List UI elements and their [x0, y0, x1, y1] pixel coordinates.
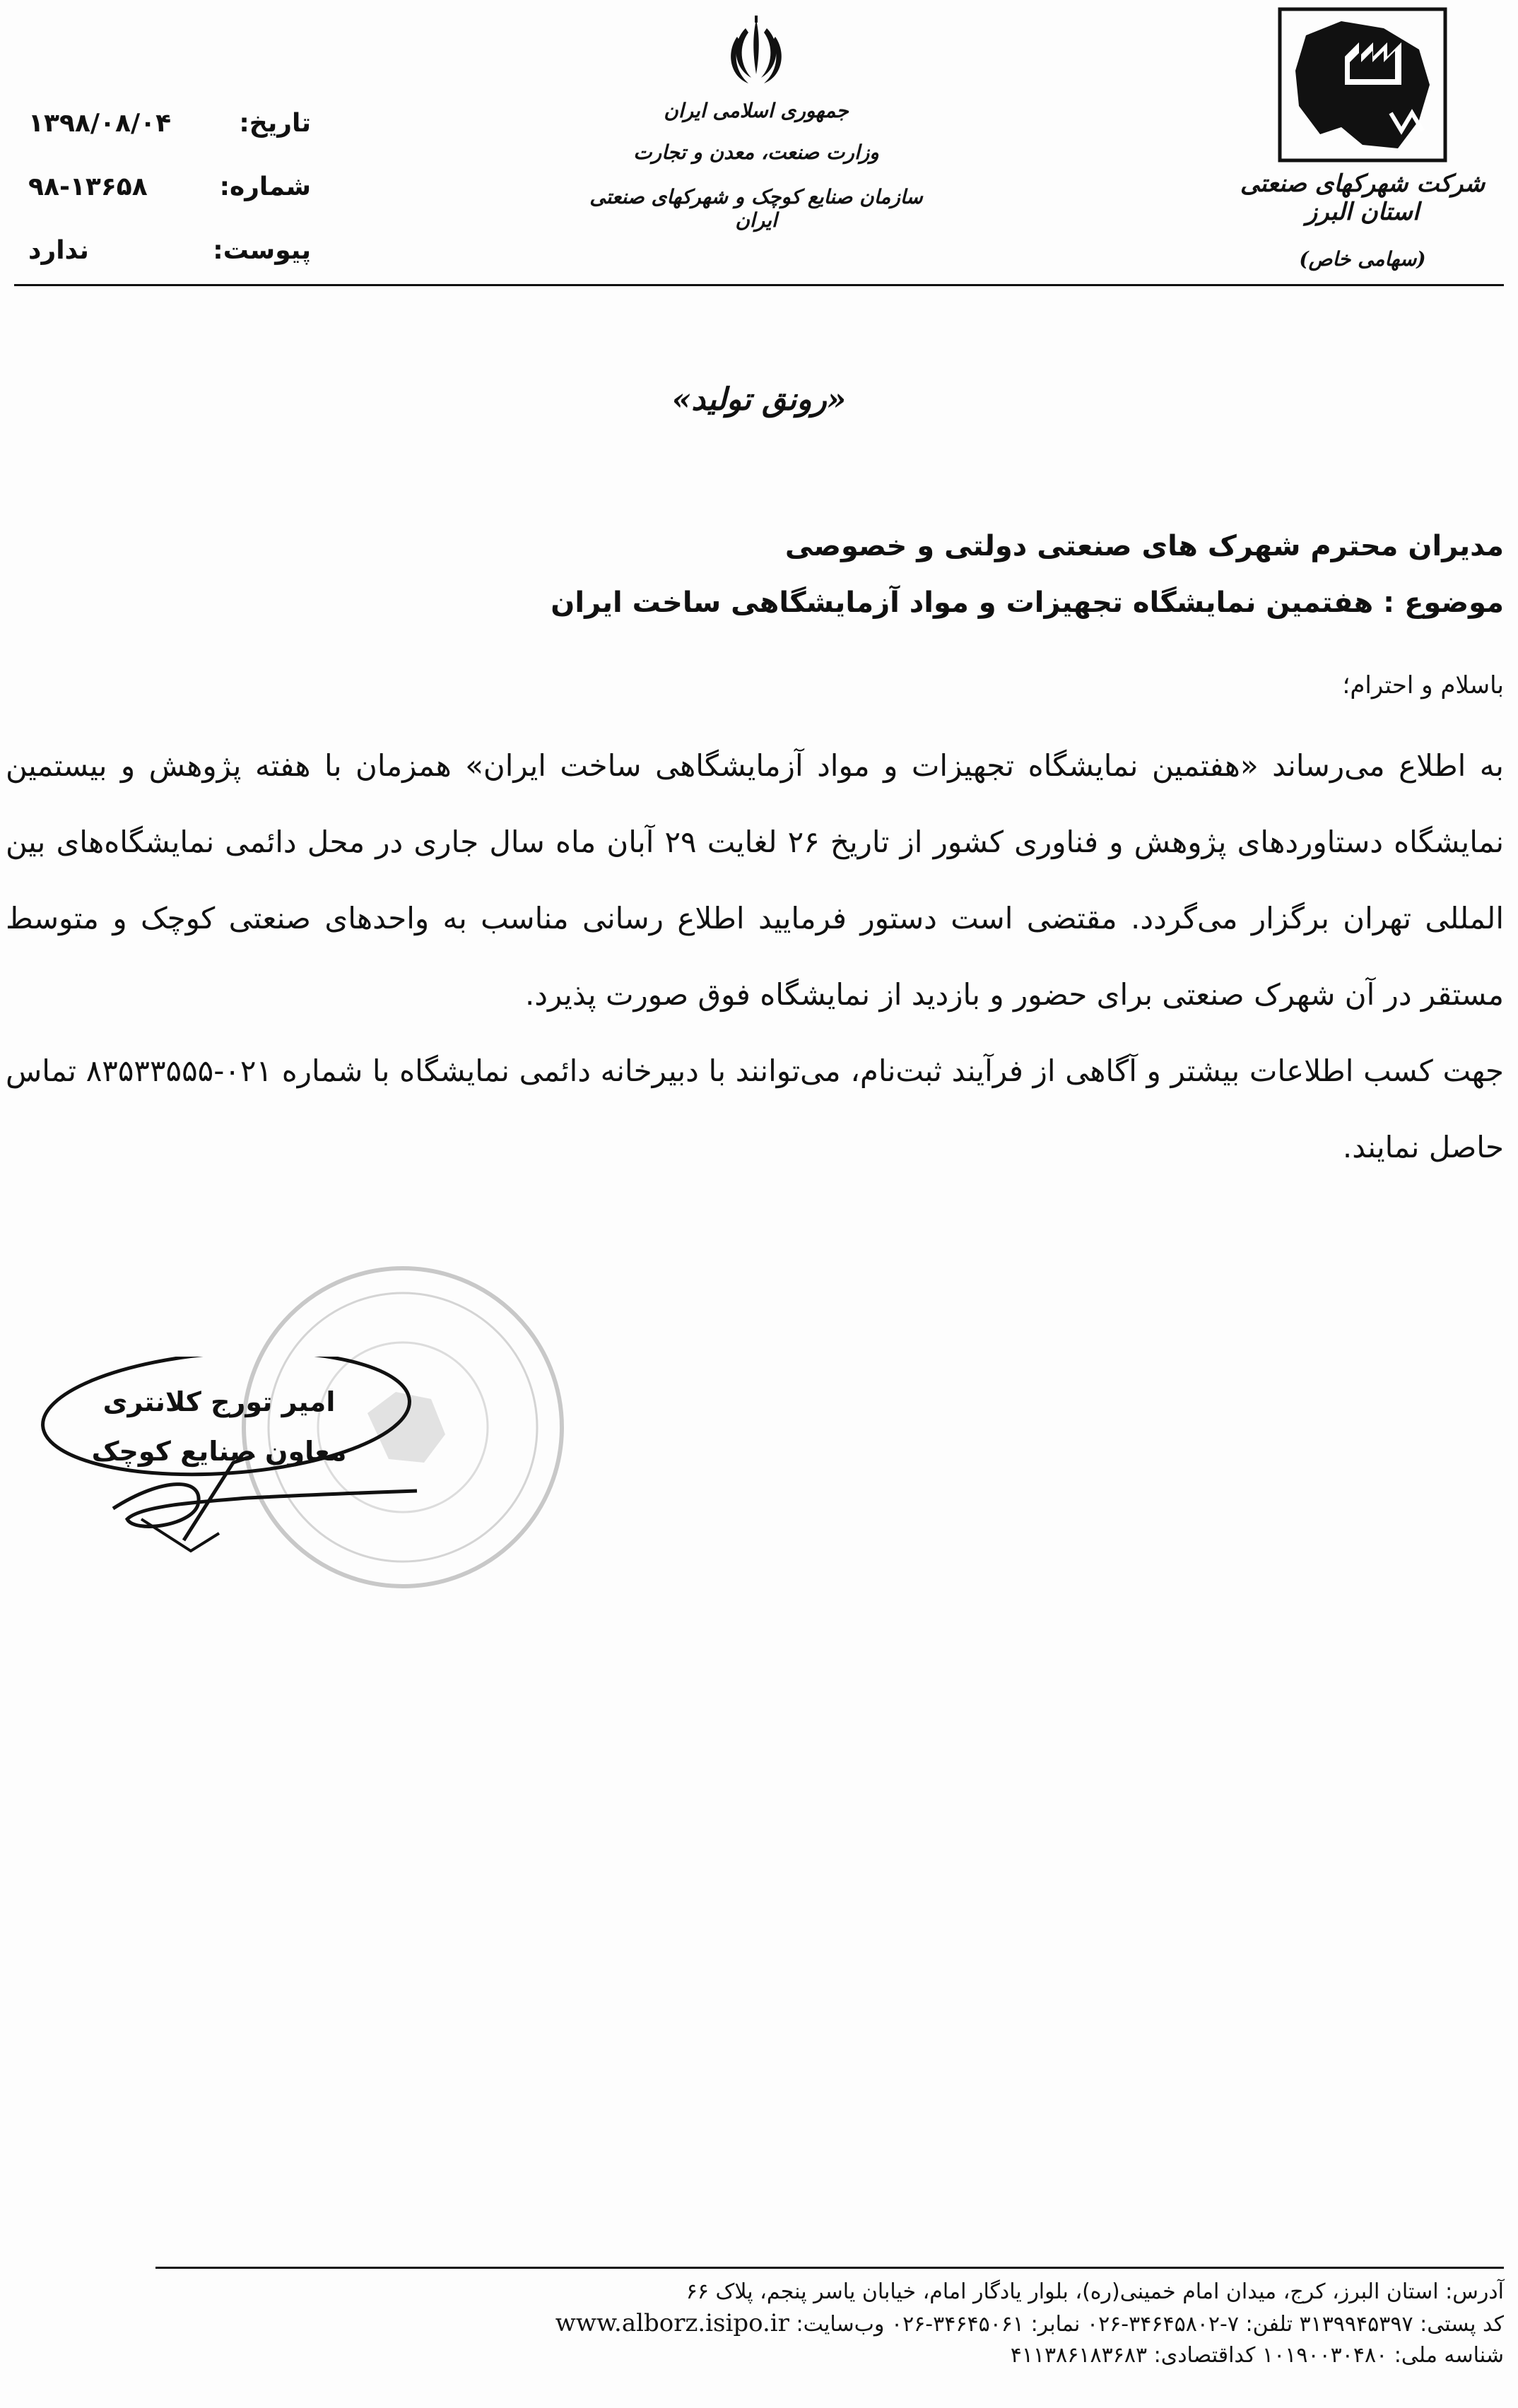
company-name: شرکت شهرکهای صنعتی استان البرز	[1240, 170, 1485, 226]
body-paragraph-1: به اطلاع می‌رساند «هفتمین نمایشگاه تجهیزات و مواد آزمایشگاهی ساخت ایران» همزمان با هفته پژوهش و بیستمین نمایشگاه دستاوردهای پژوهش و فناوری کشور از تاریخ ۲۶ لغایت ۲۹ آبان ماه سال جاری در محل دائمی نمایشگاه‌های بین المللی تهران برگزار می‌گردد. مقتضی است دستور فرمایید اطلاع رسانی مناسب به واحدهای صنعتی کوچک و متوسط مستقر در آن شهرک صنعتی برای حضور و بازدید از نمایشگاه فوق صورت پذیرد.	[6, 748, 1505, 1012]
subject: موضوع : هفتمین نمایشگاه تجهیزات و مواد آزمایشگاهی ساخت ایران	[551, 586, 1504, 619]
attachment-value: ندارد	[28, 236, 89, 265]
greeting: باسلام و احترام؛	[1342, 671, 1504, 700]
number-row	[28, 155, 311, 219]
slogan: «رونق تولید»	[671, 382, 847, 418]
footer	[161, 2277, 1504, 2371]
date-value: ۱۳۹۸/۰۸/۰۴	[28, 109, 172, 138]
attachment-row	[28, 219, 311, 283]
signatory-name: امیر تورج کلانتری	[102, 1386, 336, 1417]
date-label: تاریخ:	[239, 109, 311, 138]
attachment-label: پیوست:	[213, 236, 311, 265]
recipient: مدیران محترم شهرک های صنعتی دولتی و خصوصی	[784, 530, 1504, 562]
iran-emblem-icon	[724, 14, 788, 92]
letter-meta	[28, 92, 311, 283]
ministry-line: وزارت صنعت، معدن و تجارت	[633, 141, 879, 164]
government-header	[579, 14, 933, 232]
footer-divider	[155, 2267, 1504, 2269]
footer-ids: شناسه ملی: ۱۰۱۹۰۰۳۰۴۸۰ کداقتصادی: ۴۱۱۳۸۶۱۸۳۶۸۳	[1010, 2343, 1504, 2368]
company-header	[1221, 7, 1504, 271]
website-link[interactable]: www.alborz.isipo.ir	[555, 2309, 789, 2337]
signatory-title: معاون صنایع کوچک	[91, 1436, 347, 1467]
organization-line: سازمان صنایع کوچک و شهرکهای صنعتی ایران	[589, 185, 923, 232]
date-row	[28, 92, 311, 155]
company-type: (سهامی خاص)	[1299, 247, 1426, 271]
letter-body	[6, 728, 1504, 1186]
header-divider	[14, 284, 1504, 286]
footer-contact	[161, 2308, 1504, 2340]
number-value: ۹۸-۱۳۶۵۸	[28, 172, 148, 201]
company-logo-icon	[1278, 7, 1447, 163]
republic-line: جمهوری اسلامی ایران	[664, 99, 849, 122]
footer-postal-phone: کد پستی: ۳۱۳۹۹۴۵۳۹۷ تلفن: ۷-۳۴۶۴۵۸۰۲-۰۲۶ نمابر: ۳۴۶۴۵۰۶۱-۰۲۶ وب‌سایت:	[796, 2312, 1504, 2337]
number-label: شماره:	[219, 172, 311, 201]
footer-address: آدرس: استان البرز، کرج، میدان امام خمینی(ره)، بلوار یادگار امام، خیابان یاسر پنجم، پلاک ۶۶	[686, 2279, 1504, 2304]
body-paragraph-2: جهت کسب اطلاعات بیشتر و آگاهی از فرآیند ثبت‌نام، می‌توانند با دبیرخانه دائمی نمایشگاه با شماره ۰۲۱-۸۳۵۳۳۵۵۵ تماس حاصل نمایند.	[6, 1054, 1505, 1164]
